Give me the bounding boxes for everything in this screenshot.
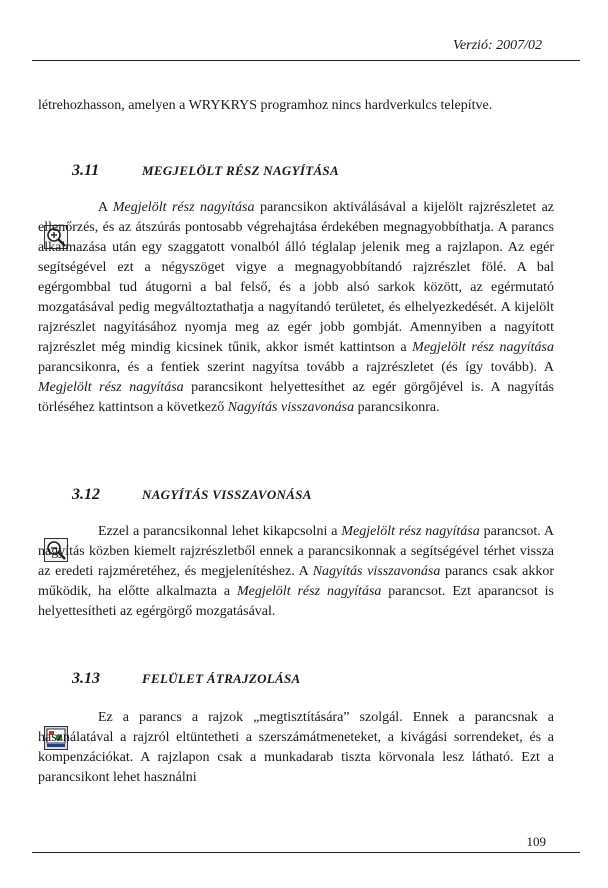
- section-number: 3.13: [72, 670, 100, 687]
- section-heading-3-12: [72, 486, 312, 504]
- page-number: 109: [526, 834, 546, 849]
- section-3-12-paragraph: Ezzel a parancsikonnal lehet kikapcsolni a Megjelölt rész nagyítása parancsot. A nagyítás közben kiemelt rajzrészletből ennek a parancsikonnak a segítségével térhet vissza az eredeti rajzméretéhez, és megjelenítéshez. A Nagyítás visszavonása parancs csak akkor működik, ha előtte alkalmazta a Megjelölt rész nagyítása parancsot. Ezt aparancsot is helyettesítheti az egérgörgő mozgatásával.: [38, 524, 554, 619]
- footer-rule: [32, 852, 580, 853]
- section-number: 3.12: [72, 486, 100, 503]
- header-rule: [32, 60, 580, 61]
- version-label: Verzió: 2007/02: [452, 38, 542, 53]
- section-title: MEGJELÖLT RÉSZ NAGYÍTÁSA: [142, 163, 339, 178]
- command-name: Megjelölt rész nagyítása: [236, 584, 382, 599]
- command-name: Megjelölt rész nagyítása: [38, 380, 184, 395]
- command-name: Nagyítás visszavonása: [227, 400, 355, 415]
- section-title: FELÜLET ÁTRAJZOLÁSA: [142, 671, 301, 686]
- intro-paragraph: létrehozhasson, amelyen a WRYKRYS programhoz nincs hardverkulcs telepítve.: [38, 98, 493, 113]
- command-name: Megjelölt rész nagyítása: [112, 200, 255, 215]
- command-name: Megjelölt rész nagyítása: [412, 340, 554, 355]
- section-title: NAGYÍTÁS VISSZAVONÁSA: [142, 487, 312, 502]
- section-3-11-paragraph: A Megjelölt rész nagyítása parancsikon aktiválásával a kijelölt rajzrészletet az ellenőrzés, és az átszúrás pontosabb végrehajtása érdekében megnagyobbíthatja. A parancs alkalmazása után egy szaggatott vonalból álló téglalap jelenik meg a rajzlapon. Az egér segítségével ezt a négyszöget vigye a megnagyobbítandó rajzrészlet fölé. A bal egérgombbal tud átugorni a bal felső, és a jobb alsó sarkok között, az egérmutató mozgatásával pedig megváltoztathatja a nagyítandó területet, és elhelyezkedését. A kijelölt rajzrészlet nagyításához nyomja meg az egér jobb gombját. Amennyiben a nagyított rajzrészlet még mindig kicsinek tűnik, akkor ismét kattintson a Megjelölt rész nagyítása parancsikonra, és a fentiek szerint nagyítsa tovább a rajzrészletet (és így tovább). A Megjelölt rész nagyítása parancsikont helyettesíthet az egér görgőjével is. A nagyítás törléséhez kattintson a következő Nagyítás visszavonása parancsikonra.: [38, 200, 554, 415]
- section-3-13-paragraph: Ez a parancs a rajzok „megtisztítására” szolgál. Ennek a parancsnak a használatával a rajzról eltüntetheti a szerszámátmeneteket, a kivágási sorrendeket, és a kompenzációkat. A rajzlapon csak a munkadarab tiszta körvonala lesz látható. Ezt a parancsikont lehet használni: [38, 710, 554, 785]
- section-number: 3.11: [72, 162, 100, 179]
- command-name: Megjelölt rész nagyítása: [341, 524, 480, 539]
- section-heading-3-11: [72, 162, 339, 180]
- section-heading-3-13: [72, 670, 300, 688]
- command-name: Nagyítás visszavonása: [312, 564, 441, 579]
